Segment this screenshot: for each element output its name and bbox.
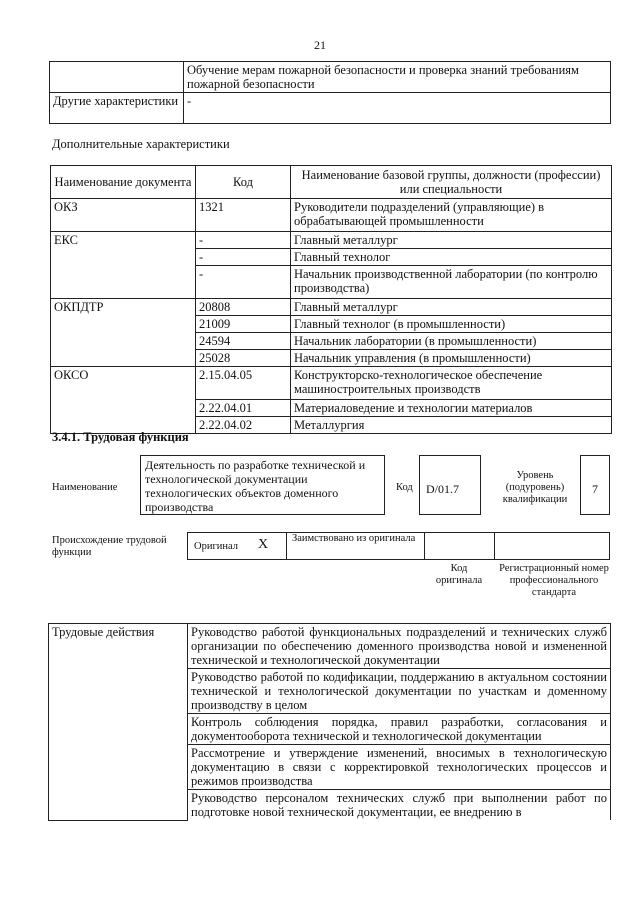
name-cell: Главный технолог [291, 249, 612, 266]
top-characteristics-table [49, 61, 611, 124]
name-cell: Металлургия [291, 417, 612, 434]
code-cell: 25028 [196, 350, 291, 367]
name-cell: Конструкторско-технологическое обеспечение машиностроительных производств [291, 367, 612, 400]
name-cell: Начальник лаборатории (в промышленности) [291, 333, 612, 350]
table-row [50, 62, 611, 93]
table-row [51, 299, 612, 316]
additional-characteristics-title: Дополнительные характеристики [52, 137, 230, 151]
page-number: 21 [314, 38, 326, 52]
code-cell: 2.22.04.01 [196, 400, 291, 417]
doc-cell: ОКЗ [51, 199, 196, 232]
label-cell: Другие характеристики [50, 93, 184, 124]
value-cell: - [184, 93, 611, 124]
name-cell: Главный технолог (в промышленности) [291, 316, 612, 333]
function-name-box: Деятельность по разработке технической и технологической документации технологических объектов доменного производства [140, 455, 385, 515]
header-doc: Наименование документа [51, 166, 196, 199]
label-cell [50, 62, 184, 93]
name-cell: Материаловедение и технологии материалов [291, 400, 612, 417]
original-mark: X [258, 537, 269, 552]
action-item: Руководство работой по кодификации, поддержанию в актуальном состоянии технической и технологической документации по участкам и доменному производству в целом [188, 669, 611, 714]
code-cell: 20808 [196, 299, 291, 316]
additional-characteristics-table [50, 165, 612, 434]
name-cell: Главный металлург [291, 232, 612, 249]
code-cell: 2.22.04.02 [196, 417, 291, 434]
actions-label: Трудовые действия [49, 624, 188, 821]
code-cell: - [196, 232, 291, 249]
table-row [50, 93, 611, 124]
reg-number-caption: Регистрационный номер профессионального стандарта [499, 563, 609, 598]
level-label: Уровень (подуровень) квалификации [502, 470, 568, 505]
doc-cell: ОКСО [51, 367, 196, 434]
table-row [51, 367, 612, 400]
action-item: Руководство работой функциональных подразделений и технических служб организации по обеспечению доменного производства новой и измененной технической и технологической документации [188, 624, 611, 669]
origin-label: Происхождение трудовой функции [52, 535, 167, 558]
name-cell: Начальник производственной лаборатории (по контролю производства) [291, 266, 612, 299]
code-cell: 1321 [196, 199, 291, 232]
code-cell: 21009 [196, 316, 291, 333]
name-cell: Начальник управления (в промышленности) [291, 350, 612, 367]
code-cell: - [196, 249, 291, 266]
table-row [49, 624, 611, 669]
table-row [51, 232, 612, 249]
code-cell: - [196, 266, 291, 299]
name-cell: Главный металлург [291, 299, 612, 316]
original-label: Оригинал [194, 541, 238, 552]
level-box: 7 [580, 455, 610, 515]
name-cell: Руководители подразделений (управляющие) в обрабатывающей промышленности [291, 199, 612, 232]
code-label: Код [396, 482, 413, 493]
section-title: 3.4.1. Трудовая функция [52, 430, 189, 444]
header-code: Код [196, 166, 291, 199]
function-code-box: D/01.7 [419, 455, 481, 515]
name-label: Наименование [52, 482, 118, 493]
action-item: Рассмотрение и утверждение изменений, вносимых в технологическую документацию в связи с корректировкой технологических процессов и режимов производства [188, 745, 611, 790]
divider [424, 532, 425, 560]
header-name: Наименование базовой группы, должности (профессии) или специальности [291, 166, 612, 199]
action-item: Руководство персоналом технических служб при выполнении работ по подготовке новой технической документации, ее внедрению в [188, 790, 611, 821]
value-cell: Обучение мерам пожарной безопасности и проверка знаний требованиям пожарной безопасности [184, 62, 611, 93]
labor-actions-table [48, 623, 611, 821]
table-header-row [51, 166, 612, 199]
doc-cell: ОКПДТР [51, 299, 196, 367]
divider [494, 532, 495, 560]
divider [286, 532, 287, 560]
code-cell: 24594 [196, 333, 291, 350]
doc-cell: ЕКС [51, 232, 196, 299]
action-item: Контроль соблюдения порядка, правил разработки, согласования и документооборота технической и технологической документации [188, 714, 611, 745]
code-original-caption: Код оригинала [435, 563, 483, 586]
code-cell: 2.15.04.05 [196, 367, 291, 400]
table-row [51, 199, 612, 232]
borrowed-label: Заимствовано из оригинала [292, 533, 416, 544]
